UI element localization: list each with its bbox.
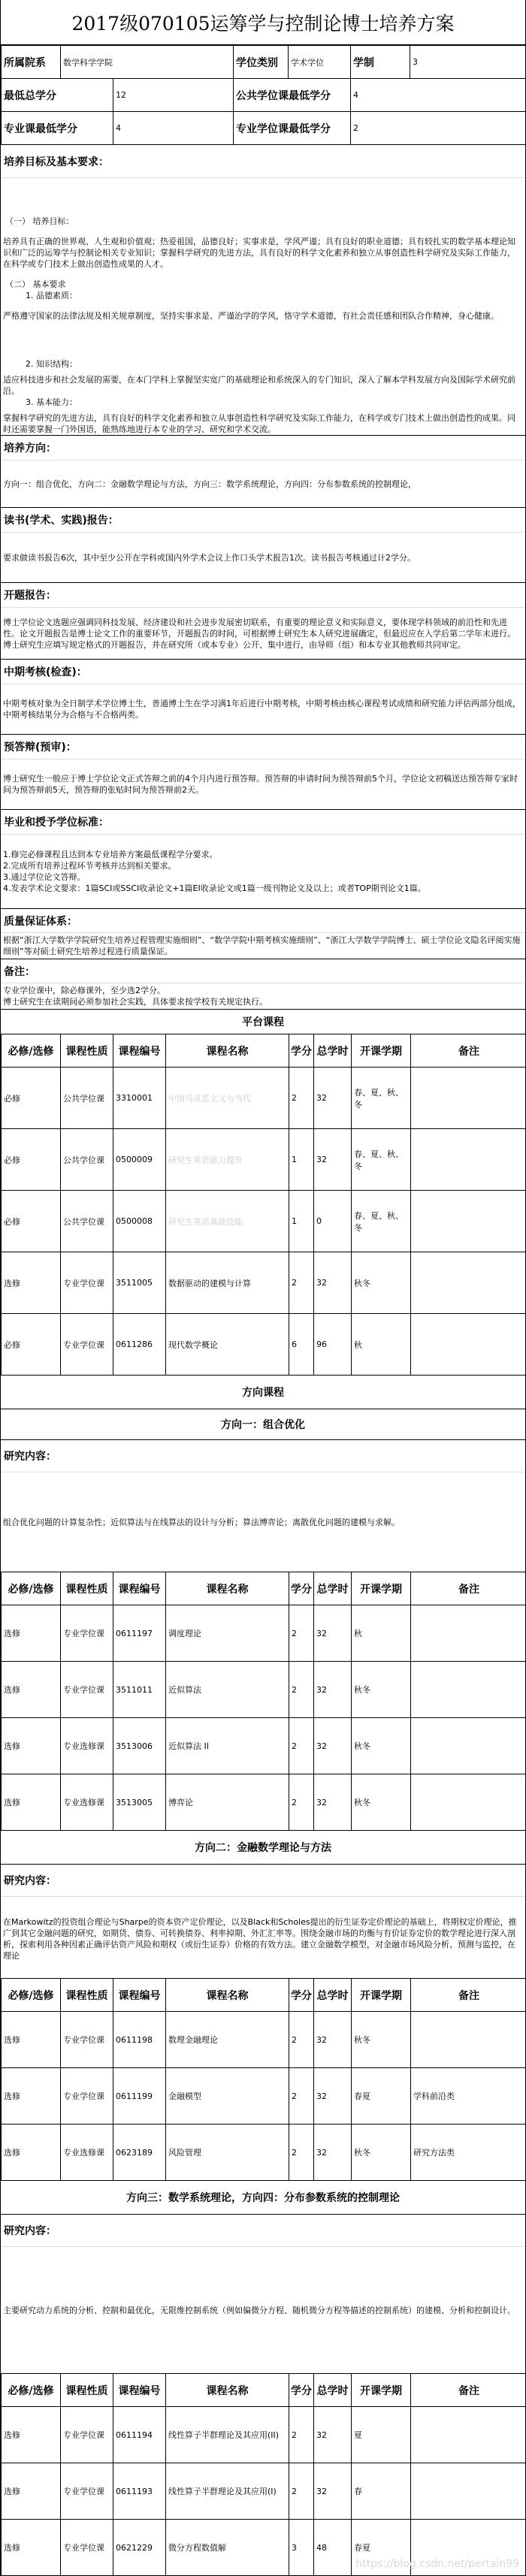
cell-note: 学科前沿类 [411,2068,526,2125]
cell-code: 3310001 [113,1068,166,1129]
col-header: 课程性质 [61,1979,113,2012]
graduation-heading: 毕业和授予学位标准： [1,809,525,835]
cell-req: 选修 [2,2520,61,2576]
midterm-body: 中期考核对象为全日制学术学位博士生，普通博士生在学习满1年后进行中期考核，中期考核由核心课程考试成绩和研究能力评估两部分组成，中期考核结果分为合格与不合格两类。 [1,684,525,734]
cell-hours: 0 [314,1191,352,1252]
cell-term: 秋冬 [352,1718,411,1774]
cell-req: 必修 [2,1129,61,1191]
cell-credit: 2 [289,2463,314,2520]
cell-credit: 3 [289,2520,314,2576]
cell-hours: 32 [314,2068,352,2125]
cell-note [411,1314,526,1376]
cell-credit: 2 [289,1718,314,1774]
col-header: 备注 [411,1034,526,1068]
col-header: 学分 [289,1572,314,1605]
goals-p4: 掌握科学研究的先进方法，具有良好的科学文化素养和独立从事创造性科学研究及实际工作能力，在科学或专门技术上做出创造性的成果。同时还需要掌握一门外国语，能熟练地进行本专业的学习、研究和学术交流。 [3,412,523,435]
cell-credit: 2 [289,1662,314,1718]
duration-label: 学制 [351,46,410,79]
cell-code: 0621229 [113,2520,166,2576]
direction-courses-heading: 方向课程 [1,1376,525,1409]
col-header: 总学时 [314,1979,352,2012]
notes-body [1,983,525,1009]
table-row [2,1068,526,1129]
min-major-value: 4 [113,112,234,145]
cell-type: 专业选修课 [61,1718,113,1774]
cell-note: 研究方法类 [411,2125,526,2181]
col-header: 课程名称 [166,2374,289,2407]
cell-code: 0611193 [113,2463,166,2520]
cell-type: 专业学位课 [61,2520,113,2576]
col-header: 课程性质 [61,1034,113,1068]
cell-hours: 32 [314,1718,352,1774]
proposal-heading: 开题报告： [1,582,525,608]
cell-note [411,1774,526,1831]
dir2-heading: 方向二：金融数学理论与方法 [1,1831,525,1864]
cell-term: 春夏 [352,2520,411,2576]
cell-req: 选修 [2,1718,61,1774]
cell-credit: 2 [289,1068,314,1129]
table-row [2,1718,526,1774]
col-header: 课程性质 [61,1572,113,1605]
col-header: 课程名称 [166,1572,289,1605]
graduation-item: 2.完成所有培养过程环节考核并达到相关要求。 [3,860,523,871]
dir34-courses-table [1,2373,526,2576]
goals-p3: 适应科技进步和社会发展的需要，在本门学科上掌握坚实宽广的基础理论和系统深入的专门知识，深入了解本学科发展方向及国际学术研究前沿。 [3,374,523,397]
cell-type: 专业选修课 [61,1774,113,1831]
col-header: 课程编号 [113,1979,166,2012]
table-header-row [2,1572,526,1605]
col-header: 课程编号 [113,1034,166,1068]
cell-code: 0611199 [113,2068,166,2125]
predefense-heading: 预答辩(预审)： [1,734,525,760]
basic-info-table [1,45,526,145]
cell-term: 秋 [352,1605,411,1662]
cell-code: 3511011 [113,1662,166,1718]
dept-value: 数学科学学院 [61,46,234,79]
min-public-value: 4 [351,79,526,112]
cell-name: 线性算子半群理论及其应用(II) [166,2407,289,2463]
cell-code: 0611198 [113,2012,166,2068]
cell-hours: 32 [314,1605,352,1662]
cell-hours: 32 [314,1662,352,1718]
table-header-row [2,2374,526,2407]
cell-note [411,1252,526,1314]
graduation-body [1,835,525,908]
quality-heading: 质量保证体系： [1,908,525,933]
cell-req: 必修 [2,1191,61,1252]
table-row [2,1774,526,1831]
cell-type: 专业学位课 [61,2407,113,2463]
cell-term: 春、夏、秋、冬 [352,1129,411,1191]
cell-hours: 32 [314,2012,352,2068]
cell-type: 专业学位课 [61,1605,113,1662]
cell-req: 必修 [2,1068,61,1129]
cell-term: 春夏 [352,2068,411,2125]
table-header-row [2,1979,526,2012]
cell-name: 研究生英语基础技能 [166,1191,289,1252]
min-total-value: 12 [113,79,234,112]
quality-body: 根据“浙江大学数学学院研究生培养过程管理实施细则”、“数学学院中期考核实施细则”、“浙江大学数学学院博士、硕士学位论文隐名评阅实施细则”等对硕士研究生培养过程进行质量保证。 [1,933,525,959]
table-row [2,2068,526,2125]
cell-name: 线性算子半群理论及其应用(I) [166,2463,289,2520]
col-header: 课程编号 [113,2374,166,2407]
cell-credit: 6 [289,1314,314,1376]
col-header: 开课学期 [352,2374,411,2407]
cell-credit: 1 [289,1191,314,1252]
goals-sub2: （二） 基本要求 [3,279,523,290]
degree-type-value: 学术学位 [289,46,351,79]
cell-hours: 32 [314,2407,352,2463]
col-header: 备注 [411,1572,526,1605]
cell-credit: 1 [289,1129,314,1191]
platform-courses-table [1,1034,526,1376]
table-row [2,1314,526,1376]
goals-item1: 1. 品德素质： [3,290,523,301]
col-header: 学分 [289,2374,314,2407]
cell-req: 选修 [2,1252,61,1314]
cell-hours: 32 [314,1068,352,1129]
notes-line: 专业学位课中，除必修课外，至少选2学分。 [3,985,523,996]
cell-note [411,1129,526,1191]
table-header-row [2,1034,526,1068]
col-header: 必修/选修 [2,1979,61,2012]
table-row [2,2407,526,2463]
cell-name: 数理金融理论 [166,2012,289,2068]
dir34-research-body: 主要研究动力系统的分析、控制和最优化，无限维控制系统（例如偏微分方程、随机微分方程等描述的控制系统）的建模、分析和控制设计。 [1,2247,525,2373]
dept-label: 所属院系 [2,46,61,79]
cell-type: 公共学位课 [61,1129,113,1191]
dir1-research-body: 组合优化问题的计算复杂性；近似算法与在线算法的设计与分析；算法博弈论；离散优化问题的建模与求解。 [1,1472,525,1572]
dir2-research-label: 研究内容： [1,1864,525,1897]
cell-name: 近似算法 II [166,1718,289,1774]
min-total-label: 最低总学分 [2,79,113,112]
cell-req: 选修 [2,2125,61,2181]
cell-note [411,1191,526,1252]
cell-req: 必修 [2,1314,61,1376]
goals-p2: 严格遵守国家的法律法规及相关规章制度，坚持实事求是、严谨治学的学风，恪守学术道德，有社会责任感和团队合作精神，身心健康。 [3,310,523,322]
cell-note [411,2463,526,2520]
cell-note [411,2407,526,2463]
table-row [2,1129,526,1191]
table-row [2,1191,526,1252]
cell-credit: 2 [289,1605,314,1662]
goals-heading: 培养目标及基本要求： [1,145,525,178]
min-major-degree-label: 专业学位课最低学分 [234,112,351,145]
cell-type: 公共学位课 [61,1068,113,1129]
dir34-table-wrap [1,2373,525,2576]
notes-heading: 备注： [1,959,525,983]
cell-req: 选修 [2,2068,61,2125]
cell-term: 秋冬 [352,2012,411,2068]
cell-type: 专业选修课 [61,2125,113,2181]
predefense-body: 博士研究生一般应于博士学位论文正式答辩之前的4个月内进行预答辩。预答辩的申请时间为预答辩前5个月，学位论文初稿送达预答辩专家时间为预答辩前5天，预答辩的张贴时间为预答辩前2天。 [1,760,525,809]
cell-term: 秋冬 [352,2125,411,2181]
graduation-item: 3.通过学位论文答辩。 [3,871,523,883]
goals-p1: 培养具有正确的世界观、人生观和价值观；热爱祖国，品德良好；实事求是，学风严谨；具有良好的职业道德；具有较扎实的数学基本理论知识和广泛的运筹学与控制论相关专业知识；掌握科学研究的先进方法，具有良好的科学文化素养和独立从事创造性科学研究及实际工作能力，在科学或专门技术上做出创造性成果的人才。 [3,236,523,270]
table-row [2,1662,526,1718]
cell-name: 金融模型 [166,2068,289,2125]
cell-req: 选修 [2,2012,61,2068]
cell-term: 春、夏、秋、冬 [352,1068,411,1129]
col-header: 课程名称 [166,1979,289,2012]
cell-code: 0611286 [113,1314,166,1376]
degree-type-label: 学位类别 [234,46,289,79]
col-header: 开课学期 [352,1034,411,1068]
cell-note [411,1718,526,1774]
cell-credit: 2 [289,2125,314,2181]
cell-credit: 2 [289,2012,314,2068]
cell-credit: 2 [289,2068,314,2125]
cell-note [411,1068,526,1129]
cell-name: 研究生英语能力提升 [166,1129,289,1191]
col-header: 总学时 [314,2374,352,2407]
col-header: 备注 [411,2374,526,2407]
notes-line: 博士研究生在读期间必须参加社会实践，具体要求按学校有关规定执行。 [3,996,523,1007]
graduation-item: 4.发表学术论文要求：1篇SCI或SSCI收录论文+1篇EI收录论文或1篇一级刊物论文及以上；或者TOP期刊论文1篇。 [3,883,523,894]
table-row [2,2125,526,2181]
cell-req: 选修 [2,1662,61,1718]
duration-value: 3 [410,46,526,79]
cell-note [411,1605,526,1662]
cell-req: 选修 [2,1774,61,1831]
cell-name: 数据驱动的建模与计算 [166,1252,289,1314]
goals-body-cont [1,358,525,435]
cell-type: 公共学位课 [61,1191,113,1252]
table-row [2,2463,526,2520]
table-row [2,1252,526,1314]
cell-code: 0611197 [113,1605,166,1662]
cell-req: 选修 [2,2407,61,2463]
cell-name: 调度理论 [166,1605,289,1662]
cell-hours: 32 [314,1252,352,1314]
col-header: 必修/选修 [2,2374,61,2407]
cell-hours: 96 [314,1314,352,1376]
dir2-research-body: 在Markowitz的投资组合理论与Sharpe的资本资产定价理论，以及Black和Scholes提出的衍生证券定价理论的基础上，将期权定价理论，推广到其它金融问题的研究，如期货、债券、可转换债券、利率掉期、外汇汇率等。围绕金融市场的均衡与有价证券定价的数学理论进行深入剖析，探索利用各种因素正确评估资产风险和期权（或衍生证券）价格的有效方法。建立金融数学模型，对金融市场风险分析、预测与监控，在理论 [1,1897,525,1978]
graduation-item: 1.修完必修课程且达到本专业培养方案最低课程学分要求。 [3,849,523,860]
cell-note [411,2012,526,2068]
dir2-courses-table [1,1978,526,2181]
cell-credit: 2 [289,1774,314,1831]
cell-hours: 48 [314,2520,352,2576]
directions-body: 方向一：组合优化，方向二：金融数学理论与方法，方向三：数学系统理论，方向四：分布参数系统的控制理论， [1,461,525,507]
cell-type: 专业学位课 [61,1252,113,1314]
page-title: 2017级070105运筹学与控制论博士培养方案 [1,0,525,45]
dir1-courses-table [1,1572,526,1831]
col-header: 开课学期 [352,1572,411,1605]
goals-item2: 2. 知识结构： [3,358,523,370]
cell-hours: 32 [314,1774,352,1831]
cell-code: 3513006 [113,1718,166,1774]
cell-code: 3511005 [113,1252,166,1314]
table-row [2,1605,526,1662]
cell-req: 选修 [2,1605,61,1662]
cell-req: 选修 [2,2463,61,2520]
cell-name: 微分方程数值解 [166,2520,289,2576]
min-major-label: 专业课最低学分 [2,112,113,145]
col-header: 开课学期 [352,1979,411,2012]
cell-hours: 32 [314,2463,352,2520]
col-header: 学分 [289,1979,314,2012]
cell-term: 春 [352,2463,411,2520]
cell-term: 春、夏、秋、冬 [352,1191,411,1252]
directions-heading: 培养方向： [1,435,525,461]
watermark: https://blog.csdn.net/pertain99 [355,2558,519,2570]
dir1-research-label: 研究内容： [1,1439,525,1472]
col-header: 课程编号 [113,1572,166,1605]
cell-credit: 2 [289,1252,314,1314]
platform-courses-heading: 平台课程 [1,1009,525,1034]
goals-body [1,178,525,358]
cell-hours: 32 [314,1129,352,1191]
cell-type: 专业学位课 [61,2012,113,2068]
col-header: 学分 [289,1034,314,1068]
cell-name: 现代数学概论 [166,1314,289,1376]
min-public-label: 公共学位课最低学分 [234,79,351,112]
cell-hours: 32 [314,2125,352,2181]
cell-code: 0500009 [113,1129,166,1191]
col-header: 备注 [411,1979,526,2012]
col-header: 课程性质 [61,2374,113,2407]
cell-term: 秋冬 [352,1252,411,1314]
cell-code: 3513005 [113,1774,166,1831]
cell-type: 专业学位课 [61,2068,113,2125]
cell-term: 秋 [352,1314,411,1376]
table-row [2,2012,526,2068]
reading-heading: 读书(学术、实践)报告： [1,507,525,533]
col-header: 总学时 [314,1034,352,1068]
dir34-heading: 方向三：数学系统理论，方向四：分布参数系统的控制理论 [1,2181,525,2214]
cell-name: 风险管理 [166,2125,289,2181]
cell-name: 中国马克思主义与当代 [166,1068,289,1129]
col-header: 必修/选修 [2,1034,61,1068]
cell-credit: 2 [289,2407,314,2463]
col-header: 总学时 [314,1572,352,1605]
col-header: 课程名称 [166,1034,289,1068]
cell-term: 秋冬 [352,1662,411,1718]
col-header: 必修/选修 [2,1572,61,1605]
reading-body: 要求做读书报告6次，其中至少公开在学科或国内外学术会议上作口头学术报告1次。读书报告考核通过计2学分。 [1,533,525,582]
min-major-degree-value: 2 [351,112,526,145]
cell-code: 0611194 [113,2407,166,2463]
goals-item3: 3. 基本能力： [3,397,523,408]
cell-name: 近似算法 [166,1662,289,1718]
cell-term: 秋冬 [352,1774,411,1831]
dir1-heading: 方向一：组合优化 [1,1409,525,1439]
proposal-body: 博士学位论文选题应强调同科技发展、经济建设和社会进步发展密切联系，有重要的理论意义和实际意义，要体现学科领域的前沿性和先进性。论文开题报告是博士论文工作的重要环节，开题报告的时间，可根据博士研究生本人研究进展确定，但最迟应在入学后第二学年末进行。博士研究生应填写规定格式的开题报告，并在研究所（或本专业）公开、集中进行，由导师（组）和本专业其他教师共同审定。 [1,608,525,659]
cell-code: 0500008 [113,1191,166,1252]
cell-note [411,1662,526,1718]
cell-term: 夏 [352,2407,411,2463]
dir34-research-label: 研究内容： [1,2214,525,2247]
cell-code: 0623189 [113,2125,166,2181]
midterm-heading: 中期考核(检查)： [1,659,525,684]
cell-type: 专业学位课 [61,1662,113,1718]
cell-type: 专业学位课 [61,1314,113,1376]
cell-type: 专业学位课 [61,2463,113,2520]
cell-name: 博弈论 [166,1774,289,1831]
goals-sub1: （一） 培养目标： [3,216,523,227]
